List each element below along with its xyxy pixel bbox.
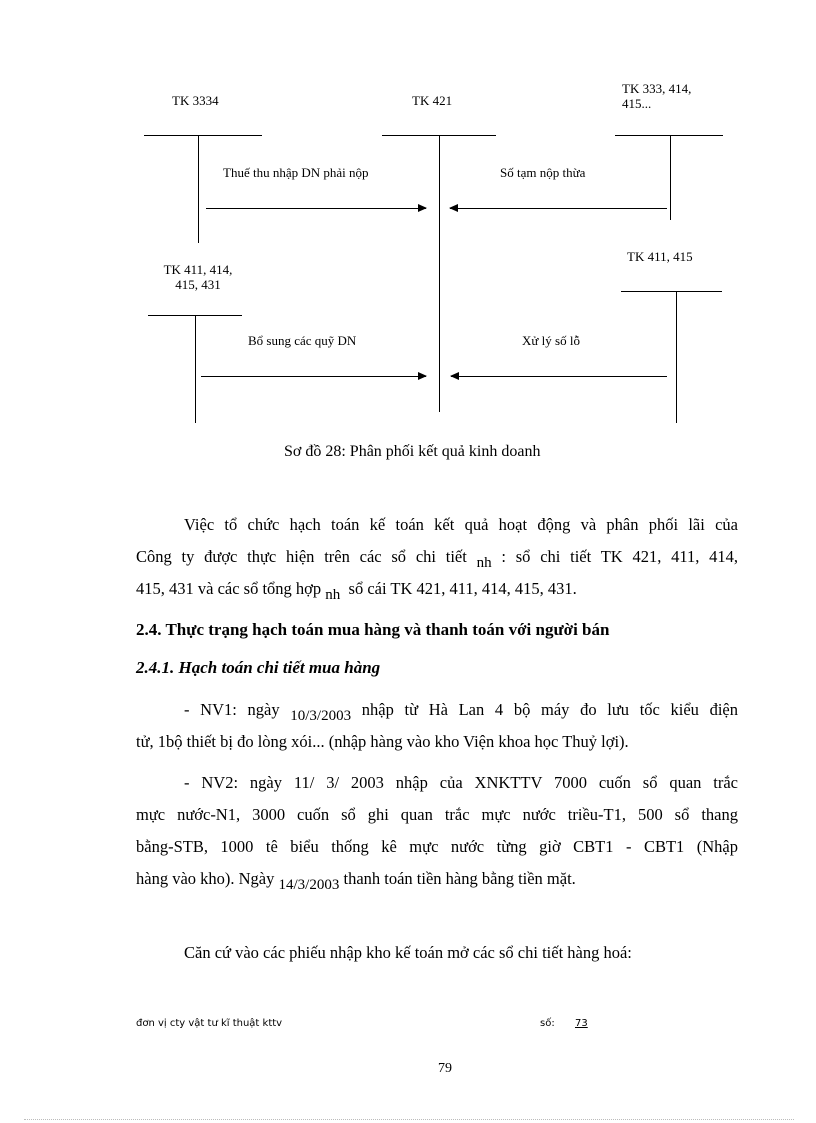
- account-tk-411-415-axis: [676, 291, 677, 423]
- account-tk-333-axis: [670, 135, 671, 220]
- label-bo-sung-quy: Bổ sung các quỹ DN: [248, 333, 357, 348]
- paragraph-nv1: [136, 694, 738, 758]
- paragraph-closing: [136, 937, 738, 969]
- account-tk-3334: TK 3334: [172, 93, 219, 108]
- page-number: 79: [438, 1061, 452, 1076]
- paragraph-nv1-a: - NV1: ngày: [184, 700, 280, 719]
- paragraph-nv2-line2: mực nước-N1, 3000 cuốn sổ ghi quan trắc mực nước triều-T1, 500 sổ thang: [136, 805, 738, 824]
- paragraph-intro-line3: [136, 573, 738, 605]
- paragraph-nv2-line4: [136, 863, 738, 895]
- paragraph-nv1-date: 10/3/2003: [290, 708, 352, 724]
- paragraph-nv2-line4-b: thanh toán tiền hàng bằng tiền mặt.: [343, 869, 576, 888]
- account-tk-411-415-bar: [621, 291, 722, 292]
- arrow-xu-ly-to-421: [451, 376, 667, 377]
- section-heading-2-4: 2.4. Thực trạng hạch toán mua hàng và thanh toán với người bán: [136, 620, 610, 639]
- paragraph-nv2-line3: bằng-STB, 1000 tê biểu thống kê mực nước từng giờ CBT1 - CBT1 (Nhập: [136, 837, 738, 856]
- paragraph-intro-line2-b: : sổ chi tiết TK 421, 411, 414,: [501, 547, 739, 566]
- account-tk-3334-bar: [144, 135, 262, 136]
- arrow-bo-sung-to-421: [201, 376, 426, 377]
- page-bottom-divider: [24, 1119, 794, 1120]
- paragraph-intro-line2-sub: nh: [476, 555, 492, 571]
- paragraph-intro-line2: [136, 541, 738, 573]
- paragraph-nv1-line2: tử, 1bộ thiết bị đo lòng xói... (nhập hàng vào kho Viện khoa học Thuỷ lợi).: [136, 732, 629, 751]
- paragraph-nv2-line4-a: hàng vào kho). Ngày: [136, 869, 275, 888]
- account-tk-333-bar: [615, 135, 723, 136]
- label-so-tam-nop-thua: Số tạm nộp thừa: [500, 165, 586, 180]
- account-tk-411-415: TK 411, 415: [627, 249, 693, 264]
- paragraph-intro-line1: Việc tổ chức hạch toán kế toán kết quả hoạt động và phân phối lãi của: [184, 515, 738, 534]
- account-tk-421-axis: [439, 135, 440, 412]
- section-heading-2-4-1: 2.4.1. Hạch toán chi tiết mua hàng: [136, 658, 381, 677]
- account-tk-411-414: [153, 262, 243, 292]
- paragraph-nv1-line1: [136, 694, 738, 726]
- account-tk-421: TK 421: [412, 93, 453, 108]
- paragraph-intro-line3-b: sổ cái TK 421, 411, 414, 415, 431.: [348, 579, 577, 598]
- account-tk-333: [622, 81, 691, 111]
- paragraph-intro: [136, 509, 738, 605]
- arrow-thue-to-421: [206, 208, 426, 209]
- footer-so-label: số:: [540, 1018, 555, 1029]
- paragraph-nv2: [136, 767, 738, 895]
- account-tk-333-line2: 415...: [622, 96, 652, 111]
- account-tk-411-414-axis: [195, 315, 196, 423]
- label-thue-thu-nhap: Thuế thu nhập DN phải nộp: [223, 165, 369, 180]
- arrow-so-tam-to-421: [450, 208, 667, 209]
- paragraph-nv2-line1: - NV2: ngày 11/ 3/ 2003 nhập của XNKTTV 7000 cuốn sổ quan trắc: [184, 773, 738, 792]
- label-xu-ly-so-lo: Xử lý số lỗ: [522, 333, 580, 348]
- paragraph-nv2-line4-date: 14/3/2003: [278, 877, 340, 893]
- footer-so-value: 73: [575, 1018, 588, 1029]
- account-tk-411-414-line1: TK 411, 414,: [163, 262, 233, 277]
- account-tk-3334-axis: [198, 135, 199, 243]
- paragraph-intro-line3-a: 415, 431 và các sổ tổng hợp: [136, 579, 322, 598]
- paragraph-intro-line3-sub: nh: [325, 587, 341, 603]
- paragraph-nv1-b: nhập từ Hà Lan 4 bộ máy đo lưu tốc kiểu điện: [361, 700, 739, 719]
- diagram-caption: Sơ đồ 28: Phân phối kết quả kinh doanh: [284, 443, 541, 460]
- paragraph-closing-line: Căn cứ vào các phiếu nhập kho kế toán mở các sổ chi tiết hàng hoá:: [184, 943, 632, 962]
- footer-unit: đơn vị cty vật tư kĩ thuật kttv: [136, 1018, 283, 1029]
- paragraph-intro-line2-a: Công ty được thực hiện trên các sổ chi tiết: [136, 547, 467, 566]
- account-tk-411-414-line2: 415, 431: [175, 277, 221, 292]
- account-tk-333-line1: TK 333, 414,: [622, 81, 692, 96]
